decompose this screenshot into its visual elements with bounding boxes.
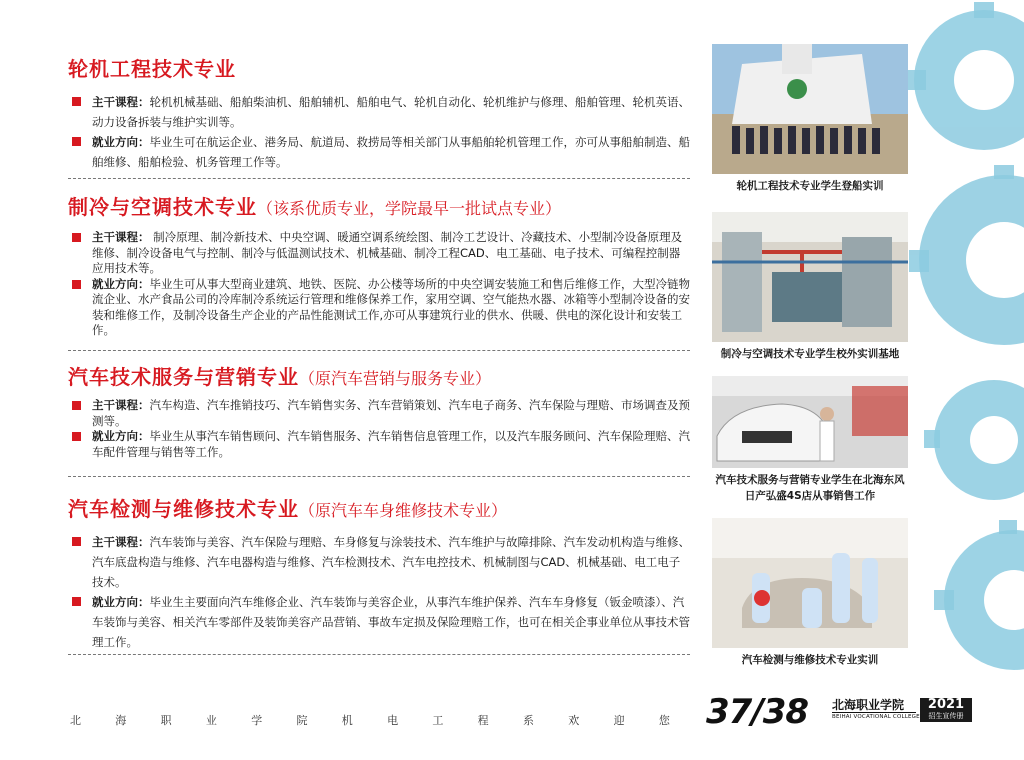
photo-caption: 汽车技术服务与营销专业学生在北海东风日产弘盛4S店从事销售工作 <box>715 474 905 502</box>
bullet-icon <box>72 401 81 410</box>
photo-caption: 汽车检测与维修技术专业实训 <box>741 654 879 666</box>
section-divider <box>68 654 690 655</box>
program-section-auto-marketing <box>68 364 690 460</box>
footer-welcome-text: 北 海 职 业 学 院 机 电 工 程 系 欢 迎 您 <box>70 714 670 727</box>
program-section-refrigeration <box>68 194 690 339</box>
courses-item: 主干课程：汽车构造、汽车推销技巧、汽车销售实务、汽车营销策划、汽车电子商务、汽车保险与理赔、市场调查及预测等。 <box>68 398 690 429</box>
career-item: 就业方向：毕业生从事汽车销售顾问、汽车销售服务、汽车销售信息管理工作，以及汽车服务顾问、汽车保险理赔、汽车配件管理与销售等工作。 <box>68 429 690 460</box>
section-title: 汽车技术服务与营销专业（原汽车营销与服务专业） <box>68 365 492 389</box>
bullet-icon <box>72 432 81 441</box>
section-title: 制冷与空调技术专业（该系优质专业，学院最早一批试点专业） <box>68 195 562 219</box>
photo-card-refrigeration <box>712 212 908 362</box>
section-title: 轮机工程技术专业 <box>68 57 236 81</box>
career-item: 就业方向：毕业生可从事大型商业建筑、地铁、医院、办公楼等场所的中央空调安装施工和售后维修工作，大型冷链物流企业、水产食品公司的冷库制冷系统运行管理和维修保养工作，家用空调、空气能热水器、冰箱等小型制冷设备的安装和维修工作，及制冷设备生产企业的产品性能测试工作,亦可从事建筑行业的供水、供暖、供电的深化设计和安装工作。 <box>68 277 690 339</box>
photo-card-repair <box>712 518 908 668</box>
car-repair-training-photo <box>712 518 908 648</box>
section-divider <box>68 350 690 351</box>
career-item: 就业方向：毕业生主要面向汽车维修企业、汽车装饰与美容企业，从事汽车维护保养、汽车车身修复（钣金喷漆）、汽车装饰与美容、相关汽车零部件及装饰美容产品营销、事故车定损及保险理赔工作，也可在相关企事业单位从事技术管理工作。 <box>68 592 690 652</box>
bullet-icon <box>72 597 81 606</box>
courses-item: 主干课程：汽车装饰与美容、汽车保险与理赔、车身修复与涂装技术、汽车维护与故障排除、汽车发动机构造与维修、汽车底盘构造与维修、汽车电器构造与维修、汽车检测技术、汽车电控技术、机械制图与CAD、机械基础、电工电子技术。 <box>68 532 690 592</box>
program-section-marine-engineering <box>68 56 690 172</box>
bullet-icon <box>72 537 81 546</box>
car-showroom-photo <box>712 376 908 468</box>
courses-item: 主干课程： 制冷原理、制冷新技术、中央空调、暖通空调系统绘图、制冷工艺设计、冷藏技术、小型制冷设备原理及维修、制冷设备电气与控制、制冷与低温测试技术、机械基础、制冷工程CAD、电工基础、电子技术、可编程控制器应用技术等。 <box>68 230 690 277</box>
year-badge: 2021 招生宣传册 <box>920 698 972 722</box>
photo-caption: 轮机工程技术专业学生登船实训 <box>736 180 884 192</box>
section-divider <box>68 476 690 477</box>
career-item: 就业方向：毕业生可在航运企业、港务局、航道局、救捞局等相关部门从事船舶轮机管理工作，亦可从事船舶制造、船舶维修、船舶检验、机务管理工作等。 <box>68 132 690 172</box>
program-section-auto-repair <box>68 496 690 652</box>
page-number: 37/38 <box>706 692 809 732</box>
photo-card-showroom <box>712 376 908 504</box>
bullet-icon <box>72 97 81 106</box>
photo-caption: 制冷与空调技术专业学生校外实训基地 <box>720 348 900 360</box>
section-divider <box>68 178 690 179</box>
section-title: 汽车检测与维修技术专业（原汽车车身维修技术专业） <box>68 497 508 521</box>
bullet-icon <box>72 280 81 289</box>
photo-card-ship <box>712 44 908 194</box>
ship-training-photo <box>712 44 908 174</box>
courses-item: 主干课程：轮机机械基础、船舶柴油机、船舶辅机、船舶电气、轮机自动化、轮机维护与修理、船舶管理、轮机英语、动力设备拆装与维护实训等。 <box>68 92 690 132</box>
bullet-icon <box>72 233 81 242</box>
college-logo: 北海职业学院 BEIHAI VOCATIONAL COLLEGE <box>832 698 920 720</box>
refrigeration-plant-photo <box>712 212 908 342</box>
bullet-icon <box>72 137 81 146</box>
